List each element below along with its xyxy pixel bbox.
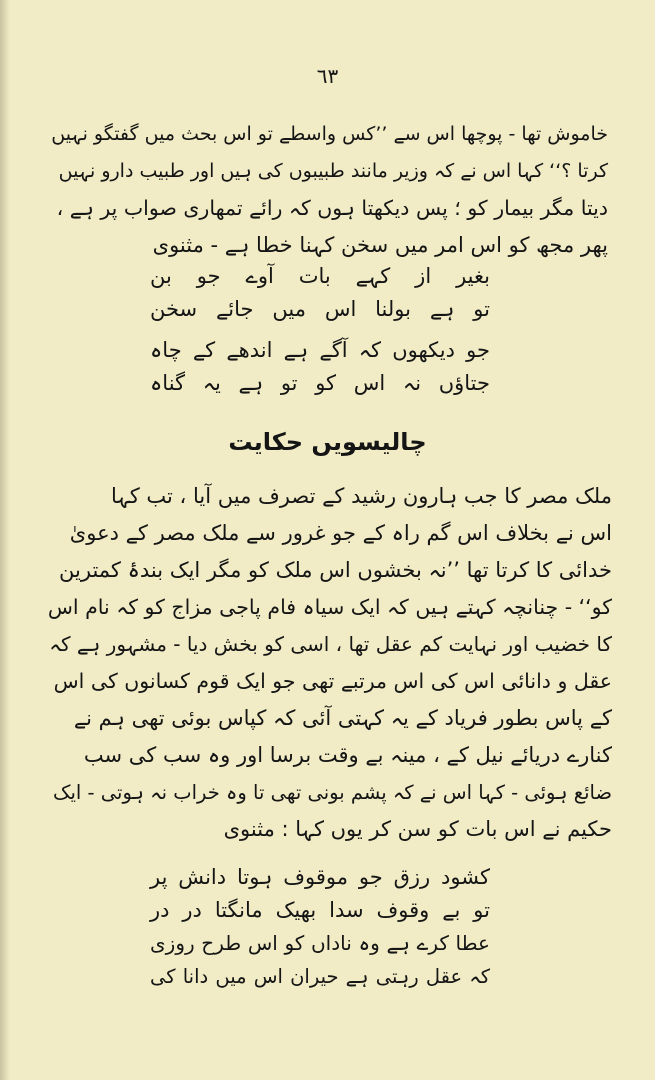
verse-line: عطا کرے ہے وہ ناداں کو اس طرح روزی [150,931,490,955]
paragraph-line: دیتا مگر بیمار کو ؛ پس دیکھتا ہوں کہ رائے تمھاری صواب پر ہے ، [56,196,608,220]
verse-line: جتاؤں نہ اس کو تو ہے یہ گناہ [150,371,490,395]
chapter-heading: چالیسویں حکایت [228,428,427,456]
verse-1 [150,260,490,400]
paragraph-line: خدائی کا کرتا تھا ’’نہ بخشوں اس ملک کو مگر ایک بندۂ کمترین [59,558,612,582]
verse-line: تو ہے بولنا اس میں جائے سخن [150,297,490,321]
paragraph-2 [42,478,612,848]
verse-line: بغیر از کہے بات آوے جو بن [150,264,490,288]
paragraph-line: پھر مجھ کو اس امر میں سخن کہنا خطا ہے - مثنوی [152,233,608,257]
verse-line: تو بے وقوف سدا بھیک مانگتا در در [150,898,490,922]
verse-line: کہ عقل رہتی ہے حیران اس میں دانا کی [150,965,490,988]
paragraph-line: خاموش تھا - پوچھا اس سے ’’کس واسطے تو اس بحث میں گفتگو نہیں [51,123,608,145]
verse-2 [150,861,490,993]
paragraph-line: کنارے دریائے نیل کے ، مینہ بے وقت برسا اور وہ سب کی سب [83,743,612,767]
paragraph-line: کے پاس بطور فریاد کے یہ کہتی آئی کہ کپاس بوئی تھی ہم نے [73,706,612,730]
paragraph-1 [48,116,608,264]
verse-line: جو دیکھوں کہ آگے ہے اندھے کے چاہ [150,338,490,362]
paragraph-line: عقل و دانائی اس کی اس مرتبے تھی جو ایک قوم کسانوں کی اس [53,669,612,693]
paragraph-line: کرتا ؟‘‘ کہا اس نے کہ وزیر مانند طبیبوں کی ہیں اور طبیب دارو نہیں [58,160,608,182]
paragraph-line: کا خضیب اور نہایت کم عقل تھا ، اسی کو بخش دیا - مشہور ہے کہ [49,632,612,656]
page-edge-shadow [0,0,10,1080]
paragraph-line: اس نے بخلاف اس گم راہ کے جو غرور سے ملک مصر کے دعویٰ [69,521,612,545]
verse-line: کشود رزق جو موقوف ہوتا دانش پر [150,865,490,889]
paragraph-line: حکیم نے اس بات کو سن کر یوں کہا : مثنوی [223,817,612,841]
paragraph-line: ملک مصر کا جب ہارون رشید کے تصرف میں آیا ، تب کہا [111,484,612,508]
paragraph-line: کو‘‘ - چنانچہ کہتے ہیں کہ ایک سیاہ فام پاجی مزاج کو کہ نام اس [47,595,612,619]
paragraph-line: ضائع ہوئی - کہا اس نے کہ پشم بونی تھی تا وہ خراب نہ ہوتی - ایک [53,781,612,804]
page-number: ٦٣ [316,64,339,88]
